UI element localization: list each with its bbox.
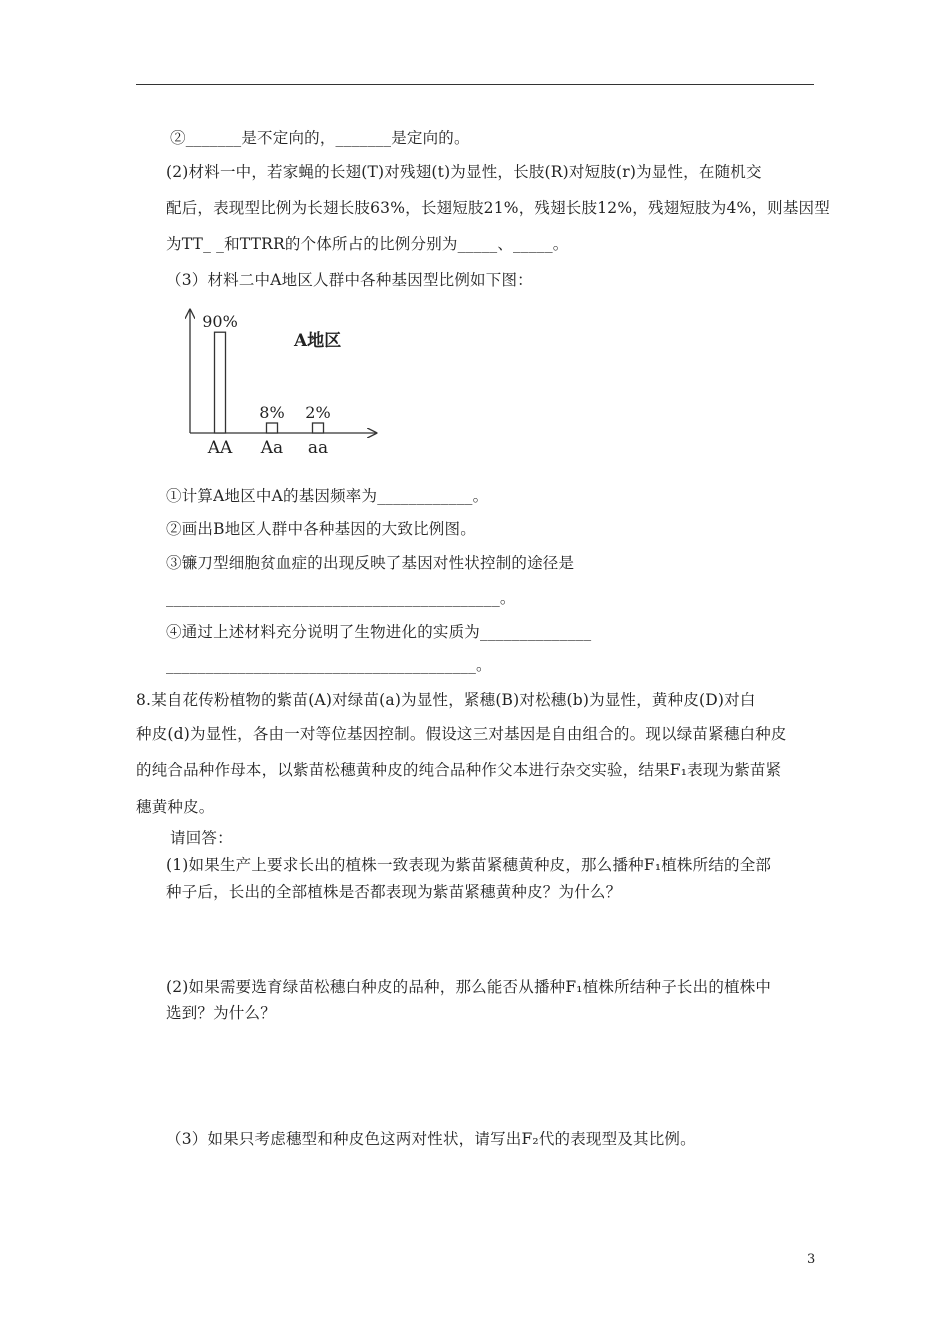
bar-value-label: 90% — [202, 312, 238, 332]
category-label: Aa — [260, 438, 284, 458]
genotype-bar-chart — [180, 298, 390, 463]
text-line: ①计算A地区中A的基因频率为____________。 — [166, 487, 489, 505]
bar-value-label: 8% — [259, 403, 285, 422]
text-line: ②画出B地区人群中各种基因的大致比例图。 — [166, 520, 476, 538]
category-label: AA — [207, 438, 233, 458]
sub-question-2: 选到？为什么？ — [166, 1004, 276, 1022]
bar-Aa — [267, 423, 278, 433]
sub-question-1: 种子后，长出的全部植株是否都表现为紫苗紧穗黄种皮？为什么？ — [166, 883, 622, 901]
sub-question-3: （3）如果只考虑穗型和种皮色这两对性状，请写出F₂代的表现型及其比例。 — [166, 1130, 696, 1148]
text-line: __________________________________________。 — [166, 589, 516, 607]
bar-value-label: 2% — [305, 403, 331, 422]
text-line: ③镰刀型细胞贫血症的出现反映了基因对性状控制的途径是 — [166, 554, 575, 572]
page-number: 3 — [807, 1252, 816, 1267]
bar-aa — [313, 423, 324, 433]
text-line: 配后，表现型比例为长翅长肢63%，长翅短肢21%，残翅长肢12%，残翅短肢为4%，则基因型 — [166, 199, 830, 217]
text-line: ④通过上述材料充分说明了生物进化的实质为______________ — [166, 623, 592, 641]
question-8-line: 穗黄种皮。 — [136, 798, 215, 816]
please-answer: 请回答： — [170, 829, 233, 847]
chart-title: A地区 — [294, 331, 342, 351]
sub-question-1: (1)如果生产上要求长出的植株一致表现为紫苗紧穗黄种皮，那么播种F₁植株所结的全部 — [166, 856, 772, 874]
text-line: ②_______是不定向的，_______是定向的。 — [170, 129, 470, 147]
text-line: 为TT_ _和TTRR的个体所占的比例分别为_____、_____。 — [166, 235, 569, 253]
category-label: aa — [307, 438, 329, 458]
question-8-line: 种皮(d)为显性，各由一对等位基因控制。假设这三对基因是自由组合的。现以绿苗紧穗白种皮 — [136, 725, 787, 743]
question-8-line: 8.某自花传粉植物的紫苗(A)对绿苗(a)为显性，紧穗(B)对松穗(b)为显性，黄种皮(D)对白 — [136, 691, 756, 709]
header-rule — [136, 84, 814, 85]
bar-AA — [215, 332, 226, 433]
text-line: (2)材料一中，若家蝇的长翅(T)对残翅(t)为显性，长肢(R)对短肢(r)为显性，在随机交 — [166, 163, 762, 181]
text-line: _______________________________________。 — [166, 656, 492, 674]
sub-question-2: (2)如果需要选育绿苗松穗白种皮的品种，那么能否从播种F₁植株所结种子长出的植株中 — [166, 978, 772, 996]
question-8-line: 的纯合品种作母本，以紫苗松穗黄种皮的纯合品种作父本进行杂交实验，结果F₁表现为紫苗紧 — [136, 761, 782, 779]
text-line: （3）材料二中A地区人群中各种基因型比例如下图： — [166, 271, 533, 289]
